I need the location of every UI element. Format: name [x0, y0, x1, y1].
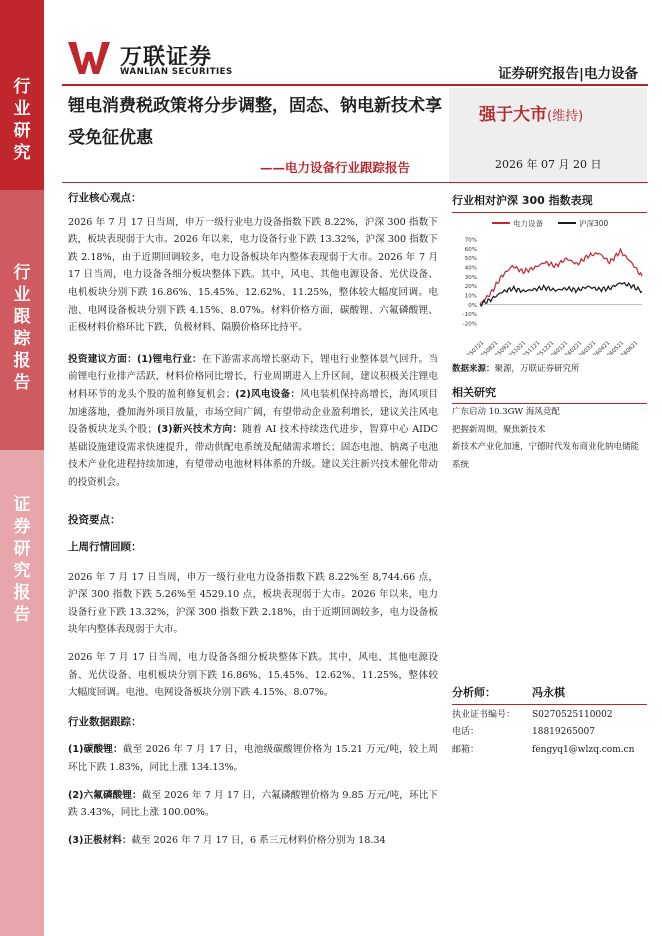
phone-label: 电话： [452, 727, 480, 737]
logo-chinese: 万联证券 [120, 45, 213, 70]
rating-box [449, 88, 647, 184]
related-list [452, 404, 647, 474]
x-tick-label: 250921 [494, 340, 514, 355]
x-tick-label: 250821 [480, 340, 500, 355]
sidebar-char: 研 [13, 539, 31, 559]
analyst-row [452, 742, 647, 760]
invest-1-text: 在下游需求高增长驱动下，锂电行业整体景气回升。当前锂电行业排产活跃，材料价格同比增长，行业周期进入上升区间，建议积极关注锂电材料环节的龙头个股的盈利修复机会； [68, 353, 439, 400]
rating [479, 100, 583, 125]
sidebar-char: 研 [13, 121, 31, 141]
company-logo [68, 40, 248, 80]
sidebar-char: 行 [13, 77, 31, 97]
d3-text: 截至 2026 年 7 月 17 日，6 系三元材料价格分别为 18.34 [131, 834, 386, 846]
analyst-label: 分析师： [452, 686, 496, 699]
rating-label: 强于大市 [479, 105, 547, 125]
x-tick-label: 260521 [606, 340, 626, 355]
sidebar-char: 报 [13, 583, 31, 603]
sidebar-char: 业 [13, 285, 31, 305]
x-tick-label: 260321 [578, 340, 598, 355]
x-tick-label: 251221 [536, 340, 556, 355]
source-label: 数据来源： [452, 364, 495, 374]
main-content [68, 190, 438, 849]
invest-2-text: 风电装机保持高增长，海风项目加速落地，叠加海外项目放量，市场空间广阔，有望带动企业盈利增长，建议关注风电设备板块龙头个股； [68, 388, 439, 436]
wanlian-logo-icon [68, 40, 114, 76]
series-line-0 [480, 249, 642, 304]
x-tick-label: 250721 [466, 340, 486, 355]
y-tick-label: 20% [464, 284, 477, 291]
logo-english: WANLIAN SECURITIES [120, 67, 233, 77]
invest-1-head: (1)锂电行业： [136, 353, 202, 365]
source-text: 聚源，万联证券研究所 [494, 364, 580, 374]
x-tick-label: 260121 [550, 340, 570, 355]
report-category: 证券研究报告|电力设备 [498, 66, 638, 82]
d1-text: 截至 2026 年 7 月 17 日，电池级碳酸锂价格为 15.21 万元/吨，较上周环比下跌 1.83%，同比上涨 134.13%。 [68, 744, 438, 774]
chart-title: 行业相对沪深 300 指数表现 [452, 192, 647, 213]
cert-label: 执业证书编号： [452, 709, 516, 720]
legend-label: 电力设备 [513, 219, 543, 228]
d2-text: 截至 2026 年 7 月 17 日，六氟磷酸锂价格为 9.85 万元/吨，环比下跌 3.43%，同比上涨 100.00%。 [68, 789, 438, 819]
core-view-paragraph: 2026 年 7 月 17 日当周，申万一级行业电力设备指数下跌 8.22%，沪深 300 指数下跌，板块表现弱于大市。2026 年以来，电力设备行业下跌 13.32%，沪深 300 指数下跌 2.18%，由于近期回调较多，电力设备板块年内整体表现弱于大市。2026 年 7 月 17 日当周，电力设备各细分板块整体下跌。其中，风电、其他电源设备、光伏设备、电机板块分别下跌 16.86%、15.45%、12.62%、11.25%，整体较大幅度回调。电池、电网设备板块分别下跌 4.15%、8.07%。材料价格方面，碳酸锂、六氟磷酸锂、正极材料价格环比下跌，负极材料、隔膜价格环比持平。 [68, 216, 438, 334]
sidebar-char: 告 [13, 373, 31, 393]
y-tick-label: -20% [462, 321, 477, 328]
sidebar-char: 踪 [13, 329, 31, 349]
cert-value: S0270525110002 [532, 709, 613, 720]
y-tick-label: 60% [464, 246, 477, 253]
header-divider [62, 84, 648, 86]
series-line-1 [480, 283, 642, 307]
y-tick-label: 30% [464, 274, 477, 281]
y-tick-label: 0% [468, 302, 477, 309]
y-tick-label: 70% [464, 237, 477, 244]
sidebar-label-tracking-report [0, 262, 44, 394]
sidebar-char: 究 [13, 561, 31, 581]
d1-head: (1)碳酸锂： [68, 744, 123, 756]
sidebar-char: 业 [13, 99, 31, 119]
sidebar-char: 券 [13, 517, 31, 537]
investment-advice [68, 351, 438, 492]
invest-3-head: (3)新兴技术方向： [157, 424, 243, 436]
invest-3-text: 随着 AI 技术持续迭代进步，智算中心 AIDC 基础设施建设需求快速提升，带动供配电系统及配储需求增长；固态电池、钠离子电池技术产业化进程持续加速，有望带动电池材料体系的升级。建议关注新兴技术催化带动的投资机会。 [68, 424, 438, 488]
sidebar-label-industry-research [0, 76, 44, 164]
y-tick-label: 50% [464, 256, 477, 263]
sidebar-char: 跟 [13, 307, 31, 327]
report-subtitle: ——电力设备行业跟踪报告 [260, 160, 411, 175]
rating-status: (维持) [547, 109, 584, 124]
analyst-info [452, 684, 647, 759]
weekly-review-paragraph-2: 2026 年 7 月 17 日当周，电力设备各细分板块整体下跌。其中，风电、其他电源设备、光伏设备、电机板块分别下跌 16.86%、15.45%、12.62%、11.25%，整体较大幅度回调。电池、电网设备板块分别下跌 4.15%、8.07%。 [68, 652, 438, 699]
weekly-review-paragraph-1: 2026 年 7 月 17 日当周，申万一级行业电力设备指数下跌 8.22%至 8,744.66 点，沪深 300 指数下跌 5.26%至 4529.10 点，板块表现弱于大市。2026 年以来，电力设备行业下跌 13.32%，沪深 300 指数下跌 2.18%，由于近期回调较多，电力设备板块年内整体表现弱于大市。 [68, 571, 438, 636]
core-view-heading: 行业核心观点： [68, 192, 142, 204]
related-research-heading: 相关研究 [452, 384, 647, 404]
chart-source [452, 362, 647, 374]
x-tick-label: 251121 [522, 340, 542, 355]
y-tick-label: -10% [462, 312, 477, 319]
sidebar [0, 0, 44, 936]
invest-lead: 投资建议方面： [68, 353, 137, 365]
sidebar-char: 告 [13, 605, 31, 625]
title-divider [62, 182, 648, 183]
investment-points-heading: 投资要点： [68, 513, 121, 526]
weekly-review-heading: 上周行情回顾： [68, 541, 142, 554]
x-tick-label: 260621 [620, 340, 640, 355]
y-tick-label: 10% [464, 293, 477, 300]
y-tick-label: 40% [464, 265, 477, 272]
relative-performance-chart [452, 215, 647, 355]
phone-value: 18819265007 [532, 727, 595, 737]
related-item[interactable]: 把握新周期，聚焦新技术 [452, 424, 546, 435]
x-tick-label: 260421 [592, 340, 612, 355]
analyst-row [452, 724, 647, 742]
report-title: 锂电消费税政策将分步调整，固态、钠电新技术享受免征优惠 [68, 96, 442, 148]
related-item[interactable]: 广东启动 10.3GW 海风竞配 [452, 407, 560, 417]
sidebar-char: 报 [13, 351, 31, 371]
related-item[interactable]: 新技术产业化加速，宁德时代发布商业化钠电储能系统 [452, 442, 640, 470]
email-label: 邮箱： [452, 744, 480, 755]
analyst-row [452, 684, 647, 705]
sidebar-char: 证 [13, 495, 31, 515]
invest-2-head: (2)风电设备： [235, 388, 301, 400]
legend-label: 沪深300 [579, 219, 609, 228]
lithium-carbonate-paragraph [68, 741, 438, 776]
data-tracking-heading: 行业数据跟踪： [68, 715, 142, 728]
x-tick-label: 251021 [508, 340, 528, 355]
analyst-row [452, 707, 647, 725]
lipf6-paragraph [68, 787, 438, 822]
x-tick-label: 260221 [564, 340, 584, 355]
side-panel [452, 192, 647, 474]
email-value[interactable]: fengyq1@wlzq.com.cn [532, 744, 635, 755]
sidebar-label-securities-research [0, 494, 44, 626]
analyst-name: 冯永棋 [532, 686, 565, 699]
d3-head: (3)正极材料： [68, 834, 132, 846]
cathode-paragraph [68, 832, 438, 850]
sidebar-char: 行 [13, 263, 31, 283]
report-date: 2026 年 07 月 20 日 [495, 158, 602, 171]
sidebar-char: 究 [13, 143, 31, 163]
d2-head: (2)六氟磷酸锂： [68, 789, 142, 801]
